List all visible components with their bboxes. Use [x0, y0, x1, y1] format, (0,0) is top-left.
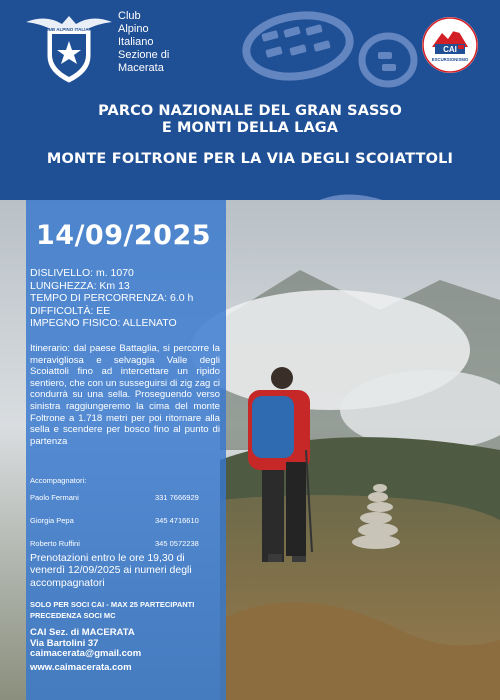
guide-name: Roberto Ruffini — [30, 539, 80, 548]
club-name-line: Club — [118, 10, 141, 22]
itinerary-description: Itinerario: dal paese Battaglia, si percorre la meravigliosa e selvaggia Valle degli Scoiattoli fino ad intercettare un ripido sentiero, che con un susseguirsi di zig zag ci condurrà su una sella. Proseguendo verso sinistra raggiungeremo la cima del monte Foltrone a 1.718 metri per poi ritornare alla sella e scendere per bosco fino al punto di partenza — [30, 343, 220, 447]
header-banner — [0, 0, 500, 200]
boot-print-icon — [290, 178, 500, 200]
contact-street: Via Bartolini 37 — [30, 637, 99, 649]
guide-row — [30, 539, 224, 548]
event-info-panel — [26, 200, 226, 700]
guide-name: Giorgia Pepa — [30, 516, 74, 525]
guide-phone[interactable]: 345 4716610 — [155, 516, 199, 525]
park-title-line-2: E MONTI DELLA LAGA — [161, 120, 339, 136]
guide-row — [30, 493, 224, 502]
cai-badge-icon — [422, 17, 478, 73]
stat-difficulty: DIFFICOLTÀ: EE — [30, 304, 111, 317]
event-date: 14/09/2025 — [36, 220, 212, 251]
route-subtitle: MONTE FOLTRONE PER LA VIA DEGLI SCOIATTOLI — [46, 151, 454, 167]
club-name-line: Alpino — [118, 23, 149, 35]
guide-name: Paolo Fermani — [30, 493, 79, 502]
guide-row — [30, 516, 224, 525]
cai-eagle-logo — [26, 10, 112, 84]
notice-line: PRECEDENZA SOCI MC — [30, 611, 116, 620]
notice-line: SOLO PER SOCI CAI - MAX 25 PARTECIPANTI — [30, 600, 195, 609]
event-titles — [0, 103, 500, 167]
stat-physical-effort: IMPEGNO FISICO: ALLENATO — [30, 317, 177, 329]
club-name-line: Italiano — [118, 36, 154, 48]
route-stats — [30, 267, 193, 330]
badge-subtext: ESCURSIONISMO — [431, 57, 469, 62]
booking-info: Prenotazioni entro le ore 19,30 di venerdì 12/09/2025 ai numeri degli accompagnatori — [30, 552, 192, 589]
website-link[interactable]: www.caimacerata.com — [30, 662, 132, 673]
stat-duration: TEMPO DI PERCORRENZA: 6.0 h — [30, 292, 194, 304]
guide-phone[interactable]: 331 7666929 — [155, 493, 199, 502]
club-name-line: Sezione di — [118, 49, 170, 61]
club-name — [118, 10, 188, 75]
participation-notice — [30, 599, 194, 621]
contact-org: CAI Sez. di MACERATA — [30, 627, 135, 638]
park-title-line-1: PARCO NAZIONALE DEL GRAN SASSO — [98, 103, 402, 119]
contact-email[interactable]: caimacerata@gmail.com — [30, 648, 142, 659]
contact-address — [30, 628, 141, 660]
emblem-text: CLUB ALPINO ITALIANO — [42, 27, 96, 32]
club-name-line: Macerata — [118, 62, 164, 74]
guide-phone[interactable]: 345 0572238 — [155, 539, 199, 548]
cai-escursionismo-badge — [422, 17, 478, 73]
badge-text: CAI — [443, 45, 457, 54]
boot-print-icon — [238, 8, 418, 92]
stat-length: LUNGHEZZA: Km 13 — [30, 279, 130, 292]
stat-elevation-gain: DISLIVELLO: m. 1070 — [30, 267, 134, 279]
guides-title: Accompagnatori: — [30, 476, 87, 485]
